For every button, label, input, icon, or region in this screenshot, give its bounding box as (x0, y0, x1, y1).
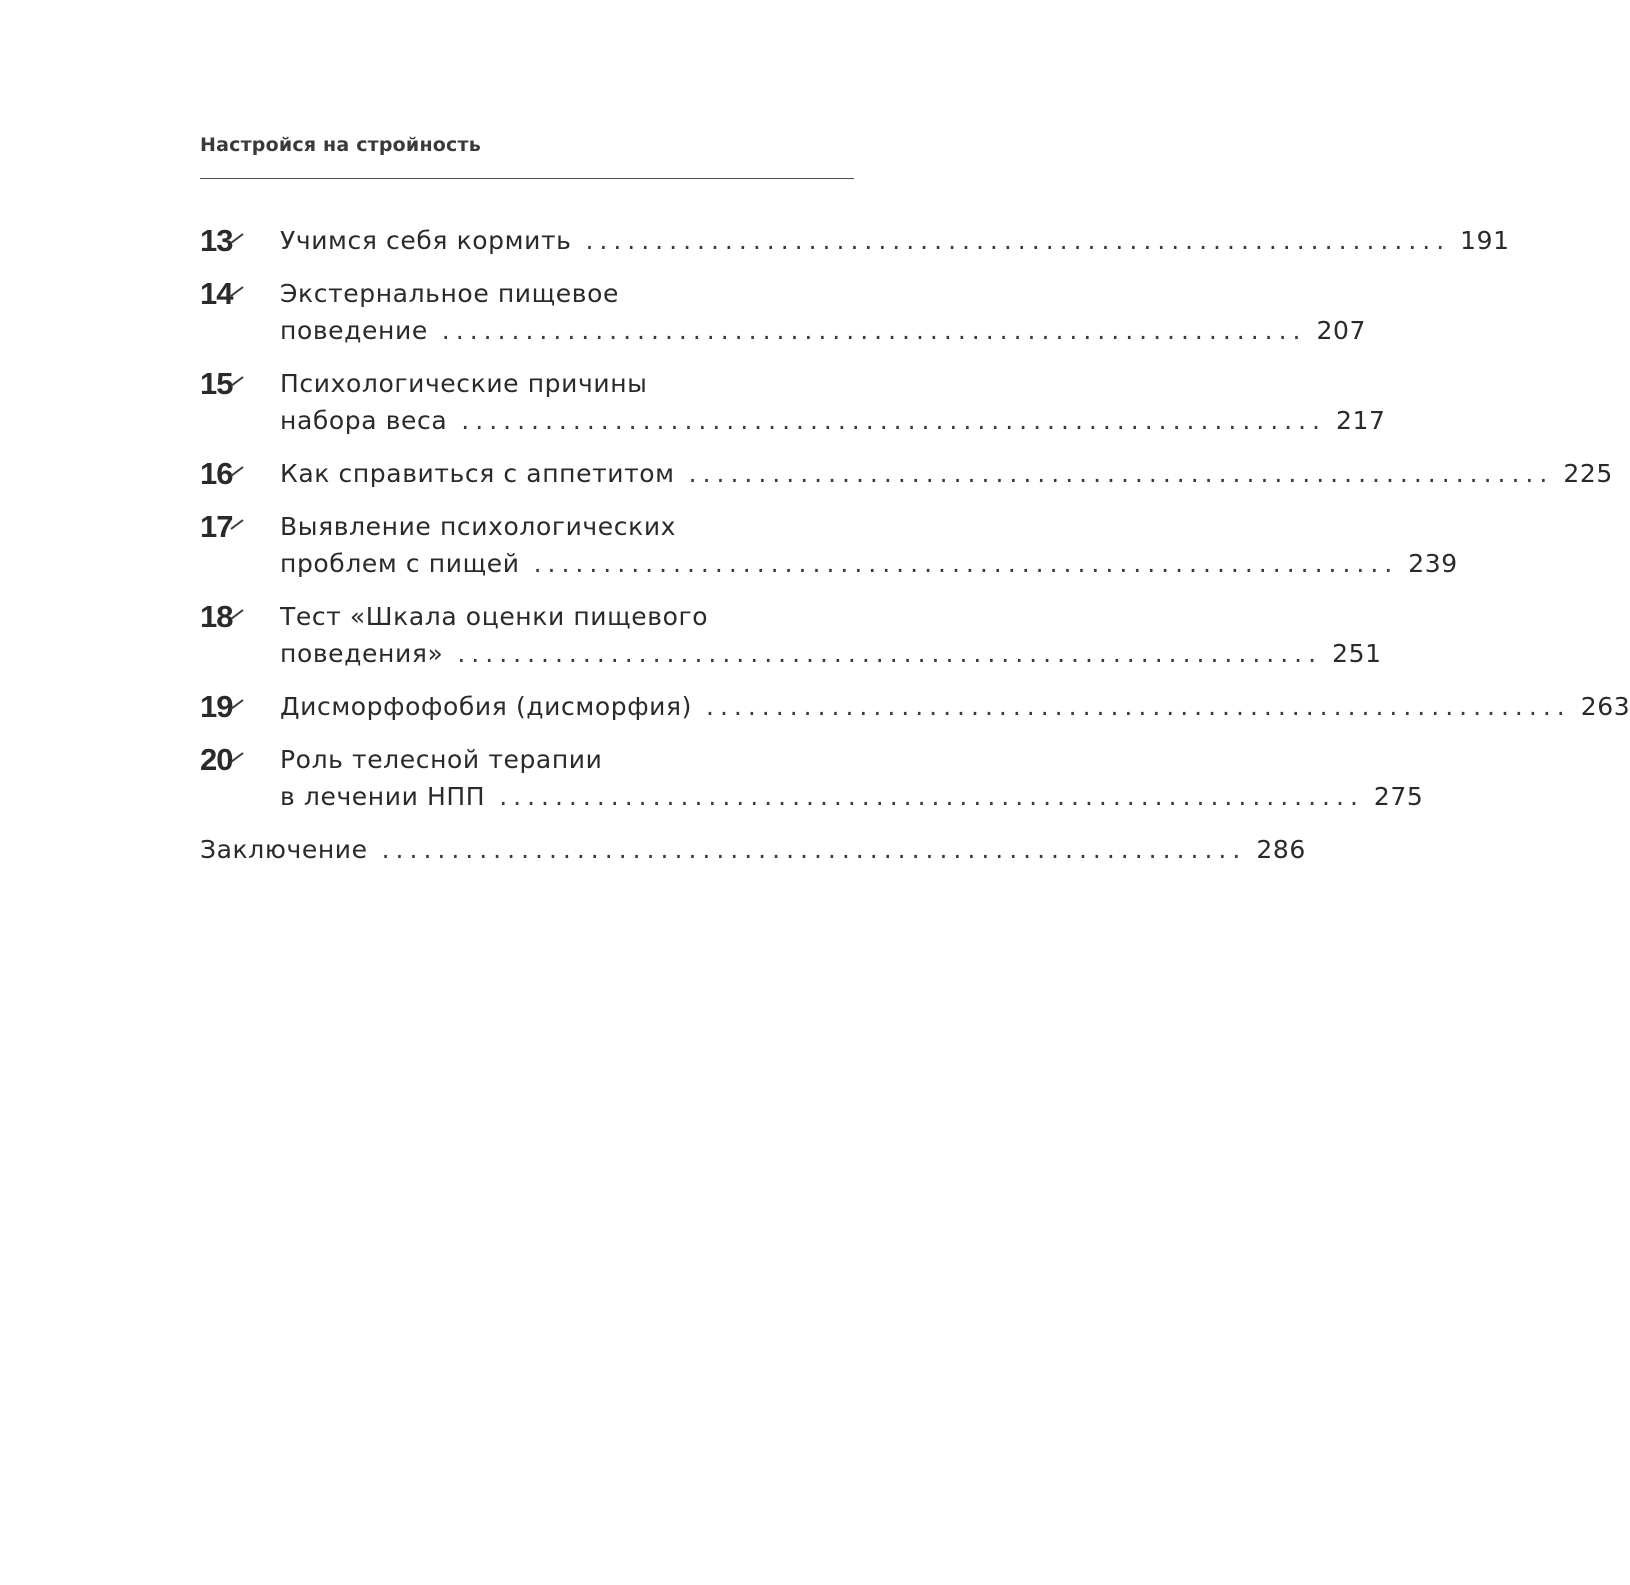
chapter-title-continued: поведение (280, 316, 428, 345)
chapter-title-continued: набора веса (280, 406, 448, 435)
chapter-number: 16 (200, 455, 280, 492)
chapter-tick-icon (229, 697, 245, 713)
dot-leader: .............................................................. (461, 406, 1326, 435)
chapter-title: Как справиться с аппетитом (280, 459, 675, 488)
page-number: 217 (1336, 406, 1386, 435)
page-number: 207 (1316, 316, 1367, 345)
chapter-number: 19 (200, 688, 280, 725)
table-of-contents (200, 222, 1630, 884)
chapter-tick-icon (229, 750, 245, 766)
toc-entry-13[interactable] (200, 222, 1510, 259)
toc-entry-18[interactable] (200, 598, 1382, 672)
chapter-title-continued: проблем с пищей (280, 549, 520, 578)
page-number: 239 (1408, 549, 1458, 578)
chapter-title: Экстернальное пищевое (280, 279, 619, 308)
dot-leader: .............................................................. (381, 835, 1247, 864)
toc-entry-17[interactable] (200, 508, 1458, 582)
book-page (200, 0, 1630, 1585)
toc-entry-20[interactable] (200, 741, 1424, 815)
chapter-title: Тест «Шкала оценки пищевого (280, 602, 709, 631)
chapter-title: Дисморфофобия (дисморфия) (280, 692, 693, 721)
header-rule (200, 178, 854, 179)
chapter-tick-icon (229, 374, 245, 390)
toc-entry-14[interactable] (200, 275, 1367, 349)
chapter-number: 13 (200, 222, 280, 259)
page-number: 191 (1460, 226, 1510, 255)
dot-leader: .............................................................. (706, 692, 1571, 721)
page-number: 251 (1332, 639, 1382, 668)
toc-entry-16[interactable] (200, 455, 1613, 492)
running-head: Настройся на стройность (200, 134, 481, 156)
chapter-tick-icon (229, 231, 245, 247)
chapter-title: Учимся себя кормить (280, 226, 572, 255)
chapter-number: 18 (200, 598, 280, 635)
chapter-tick-icon (229, 464, 245, 480)
toc-entry-15[interactable] (200, 365, 1386, 439)
chapter-tick-icon (229, 284, 245, 300)
page-number: 286 (1256, 835, 1306, 864)
chapter-title-continued: поведения» (280, 639, 444, 668)
chapter-number: 20 (200, 741, 280, 778)
conclusion-title: Заключение (200, 835, 368, 864)
chapter-title: Роль телесной терапии (280, 745, 603, 774)
page-number: 275 (1373, 782, 1424, 811)
chapter-number: 14 (200, 275, 280, 312)
dot-leader: .............................................................. (457, 639, 1323, 668)
chapter-title: Психологические причины (280, 369, 648, 398)
dot-leader: .............................................................. (441, 316, 1307, 345)
chapter-tick-icon (229, 517, 245, 533)
chapter-number: 17 (200, 508, 280, 545)
chapter-title-continued: в лечении НПП (280, 782, 486, 811)
page-number: 225 (1563, 459, 1613, 488)
dot-leader: .............................................................. (688, 459, 1554, 488)
dot-leader: .............................................................. (585, 226, 1451, 255)
dot-leader: .............................................................. (499, 782, 1364, 811)
chapter-tick-icon (229, 607, 245, 623)
chapter-number: 15 (200, 365, 280, 402)
chapter-title: Выявление психологических (280, 512, 677, 541)
page-number: 263 (1580, 692, 1630, 721)
toc-entry-19[interactable] (200, 688, 1630, 725)
toc-entry-conclusion[interactable] (200, 831, 1306, 868)
dot-leader: .............................................................. (533, 549, 1399, 578)
